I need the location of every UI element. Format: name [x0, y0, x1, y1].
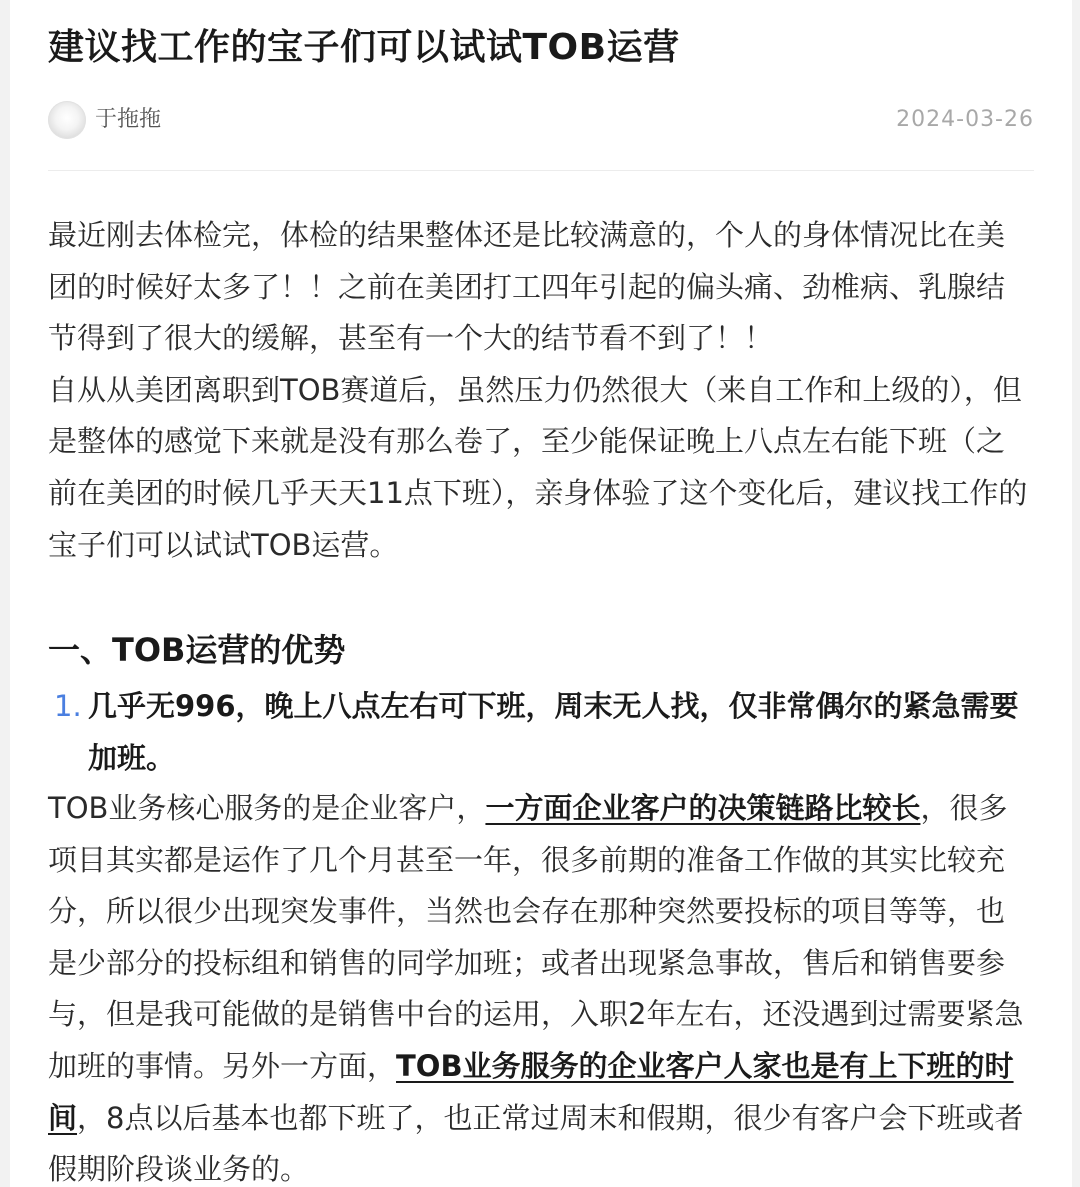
publish-date: 2024-03-26: [896, 107, 1034, 132]
section-paragraph: [48, 783, 1032, 1187]
paragraph-text-part-3: ，8点以后基本也都下班了，也正常过周末和假期，很少有客户会下班或者假期阶段谈业务的。: [48, 1100, 1024, 1187]
avatar[interactable]: [48, 101, 86, 139]
section-paragraph-text: [48, 783, 1032, 1187]
intro-paragraph-1: 最近刚去体检完，体检的结果整体还是比较满意的，个人的身体情况比在美团的时候好太多了！！之前在美团打工四年引起的偏头痛、劲椎病、乳腺结节得到了很大的缓解，甚至有一个大的结节看不到了！！: [48, 218, 1006, 356]
intro-text: [48, 210, 1032, 571]
intro-paragraph-2: 自从从美团离职到TOB赛道后，虽然压力仍然很大（来自工作和上级的），但是整体的感觉下来就是没有那么卷了，至少能保证晚上八点左右能下班（之前在美团的时候几乎天天11点下班），亲身体验了这个变化后，建议找工作的宝子们可以试试TOB运营。: [48, 372, 1028, 562]
emphasis-text-2: TOB业务服务的企业客户人家也是有上下班的时间: [48, 1048, 1014, 1135]
list-item-number: 1.: [54, 689, 82, 723]
emphasis-text-1: 一方面企业客户的决策链路比较长: [485, 791, 921, 825]
article-title: 建议找工作的宝子们可以试试TOB运营: [48, 27, 680, 68]
divider: [48, 170, 1034, 171]
article-card: [10, 0, 1072, 1187]
paragraph-text-part-2: ，很多项目其实都是运作了几个月甚至一年，很多前期的准备工作做的其实比较充分，所以很少出现突发事件，当然也会存在那种突然要投标的项目等等，也是少部分的投标组和销售的同学加班；或者出现紧急事故，售后和销售要参与，但是我可能做的是销售中台的运用，入职2年左右，还没遇到过需要紧急加班的事情。另外一方面，: [48, 791, 1024, 1083]
article-meta: [48, 100, 1034, 140]
list-item-text: 几乎无996，晚上八点左右可下班，周末无人找，仅非常偶尔的紧急需要加班。: [88, 689, 1019, 775]
list-item: [48, 680, 1032, 784]
paragraph-text-part-1: TOB业务核心服务的是企业客户，: [48, 791, 486, 825]
section-heading: 一、TOB运营的优势: [48, 631, 346, 669]
author-name[interactable]: 于拖拖: [95, 107, 162, 132]
